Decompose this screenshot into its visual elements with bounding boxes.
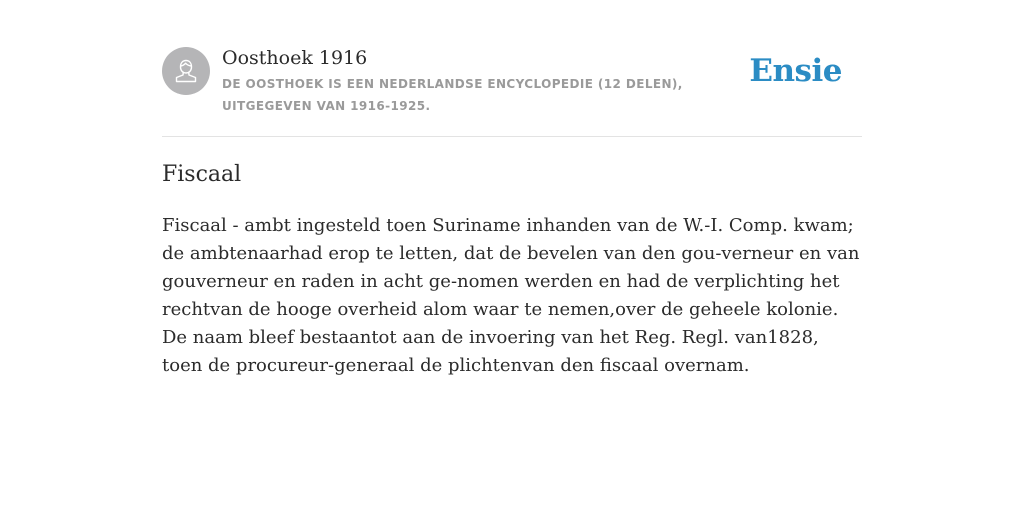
user-placeholder-icon — [171, 56, 201, 86]
article-title: Fiscaal — [162, 162, 242, 187]
source-avatar[interactable] — [162, 47, 210, 95]
article-body: Fiscaal - ambt ingesteld toen Suriname inhanden van de W.-I. Comp. kwam; de ambtenaarhad erop te letten, dat de bevelen van den gou-verneur en van gouverneur en raden in acht ge-nomen werden en had de verplichting het rechtvan de hooge overheid alom waar te nemen,over de geheele kolonie. De naam bleef bestaantot aan de invoering van het Reg. Regl. van1828, toen de procureur-generaal de plichtenvan den fiscaal overnam. — [162, 215, 860, 376]
source-title[interactable]: Oosthoek 1916 — [222, 47, 368, 69]
source-header — [162, 44, 862, 137]
source-description: DE OOSTHOEK IS EEN NEDERLANDSE ENCYCLOPEDIE (12 DELEN), UITGEGEVEN VAN 1916-1925. — [222, 77, 683, 113]
ensie-logo[interactable]: Ensie — [749, 53, 842, 89]
